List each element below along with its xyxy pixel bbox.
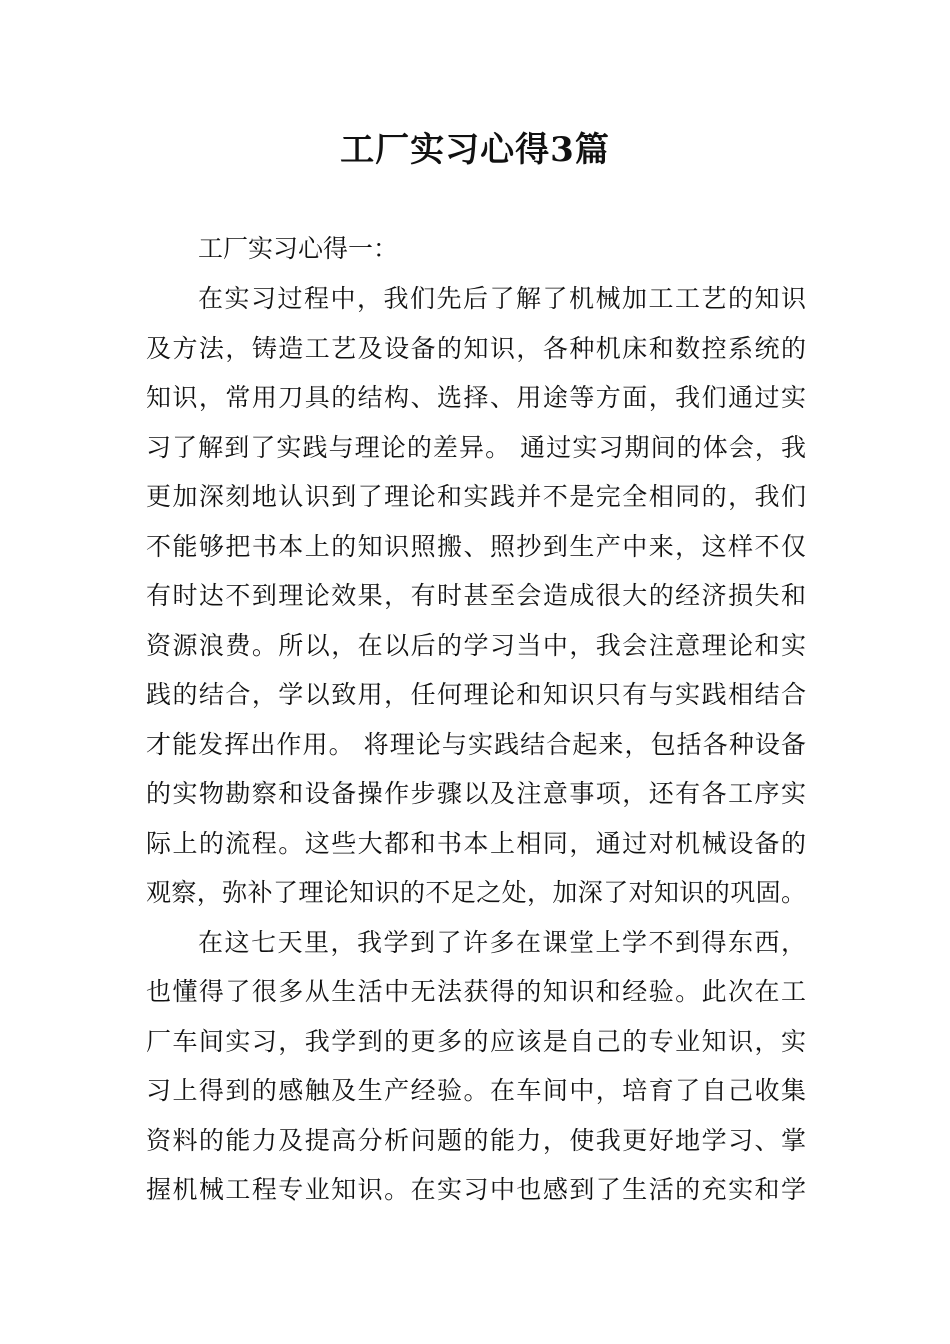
document-title: 工厂实习心得3篇 (340, 130, 610, 170)
paragraph-line: 知识，常用刀具的结构、选择、用途等方面，我们通过实 (146, 383, 806, 412)
paragraph-line: 习上得到的感触及生产经验。在车间中，培育了自己收集 (146, 1076, 806, 1105)
paragraph-line: 观察，弥补了理论知识的不足之处，加深了对知识的巩固。 (146, 878, 806, 907)
paragraph-line: 有时达不到理论效果，有时甚至会造成很大的经济损失和 (146, 581, 806, 610)
section-heading: 工厂实习心得一： (198, 234, 399, 263)
paragraph-line: 握机械工程专业知识。在实习中也感到了生活的充实和学 (146, 1175, 806, 1204)
paragraph-line: 资源浪费。所以，在以后的学习当中，我会注意理论和实 (146, 631, 806, 660)
paragraph-line: 在实习过程中，我们先后了解了机械加工工艺的知识 (198, 284, 806, 313)
paragraph-line: 才能发挥出作用。 将理论与实践结合起来，包括各种设备 (146, 730, 806, 759)
paragraph-line: 资料的能力及提高分析问题的能力，使我更好地学习、掌 (146, 1126, 806, 1155)
paragraph-line: 也懂得了很多从生活中无法获得的知识和经验。此次在工 (146, 977, 806, 1006)
paragraph-line: 习了解到了实践与理论的差异。 通过实习期间的体会，我 (146, 433, 806, 462)
paragraph-line: 际上的流程。这些大都和书本上相同，通过对机械设备的 (146, 829, 806, 858)
paragraph-line: 更加深刻地认识到了理论和实践并不是完全相同的，我们 (146, 482, 806, 511)
paragraph-line: 践的结合，学以致用，任何理论和知识只有与实践相结合 (146, 680, 806, 709)
paragraph-line: 及方法，铸造工艺及设备的知识，各种机床和数控系统的 (146, 334, 806, 363)
paragraph-line: 的实物勘察和设备操作步骤以及注意事项，还有各工序实 (146, 779, 806, 808)
paragraph-line: 厂车间实习，我学到的更多的应该是自己的专业知识，实 (146, 1027, 806, 1056)
paragraph-line: 不能够把书本上的知识照搬、照抄到生产中来，这样不仅 (146, 532, 806, 561)
paragraph-line: 在这七天里，我学到了许多在课堂上学不到得东西， (198, 928, 806, 957)
